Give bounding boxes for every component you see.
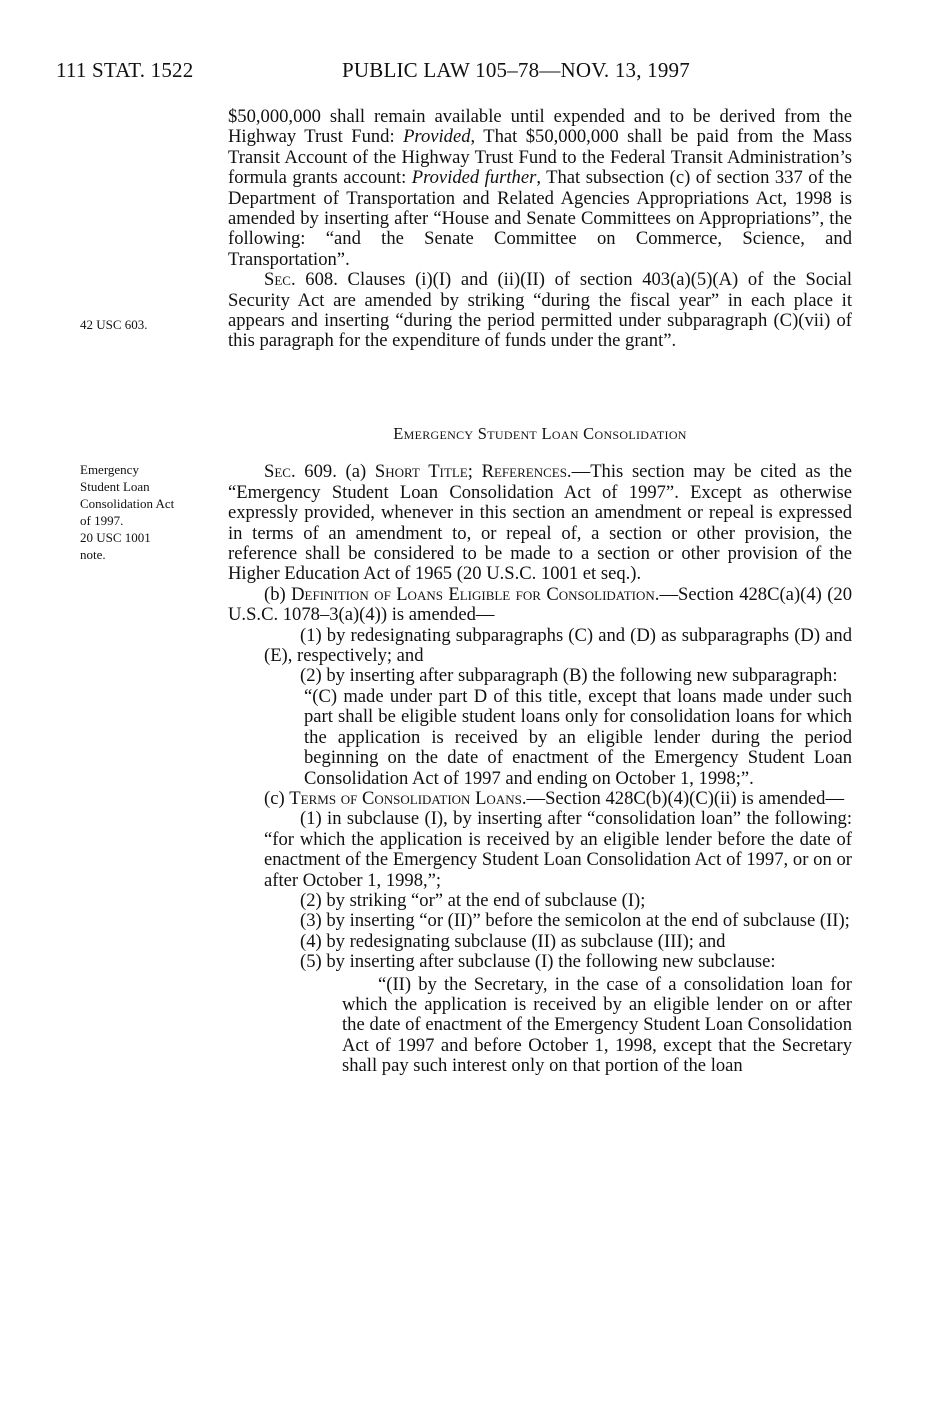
margin-note-line: of 1997.	[80, 513, 124, 528]
paragraph-c1: (1) in subclause (I), by inserting after “consolidation loan” the following: “for which the application is received by an eligible lender before the date of enactment of the Emergency Student Loan Consolidation Act of 1997, or on or after October 1, 1998,”;	[264, 808, 852, 891]
paragraph-b1: (1) by redesignating subparagraphs (C) and (D) as subparagraphs (D) and (E), respectively; and	[264, 624, 852, 667]
quoted-subclause-ii: “(II) by the Secretary, in the case of a consolidation loan for which the application is received by an eligible lender on or after the date of enactment of the Emergency Student Loan Consolidation Act of 1997 and before October 1, 1998, except that the Secretary shall pay such interest only on that portion of the loan	[342, 973, 852, 1077]
margin-note-line: Consolidation Act	[80, 496, 175, 511]
quoted-subparagraph-c: “(C) made under part D of this title, except that loans made under such part shall be eligible student loans only for consolidation loans for which the application is received by an eligible lender during the period beginning on the date of enactment of the Emergency Student Loan Consolidation Act of 1997 and ending on October 1, 1998;”.	[304, 685, 852, 789]
paragraph-c2: (2) by striking “or” at the end of subclause (I);	[300, 889, 646, 911]
margin-note-line: 20 USC 1001	[80, 530, 151, 545]
subsection-caption: Short Title; References.	[374, 461, 572, 483]
public-law-title: PUBLIC LAW 105–78—NOV. 13, 1997	[342, 58, 690, 82]
section-609-b: (b) Definition of Loans Eligible for Consolidation.—Section 428C(a)(4) (20 U.S.C. 1078–3(a)(4)) is amended—	[228, 583, 852, 626]
section-609-a: Sec. 609. (a) Short Title; References.—This section may be cited as the “Emergency Student Loan Consolidation Act of 1997”. Except as otherwise expressly provided, whenever in this section an amendment or repeal is expressed in terms of an amendment to, or repeal of, a section or other provision, the reference shall be considered to be made to a section or other provision of the Higher Education Act of 1965 (20 U.S.C. 1001 et seq.).	[228, 461, 853, 585]
body-upper	[228, 107, 852, 352]
stat-citation: 111 STAT. 1522	[56, 58, 194, 82]
body-lower	[228, 424, 852, 1077]
margin-note-line: note.	[80, 547, 106, 562]
section-609-c: (c) Terms of Consolidation Loans.—Section 428C(b)(4)(C)(ii) is amended—	[264, 787, 845, 809]
subsection-caption: Definition of Loans Eligible for Consolidation.	[291, 583, 660, 605]
section-label: Sec. 608.	[264, 269, 338, 291]
paragraph-c3: (3) by inserting “or (II)” before the semicolon at the end of subclause (II);	[300, 910, 850, 932]
paragraph-c5: (5) by inserting after subclause (I) the following new subclause:	[300, 951, 776, 973]
margin-note-line: Emergency	[80, 462, 139, 477]
section-608: Sec. 608. Clauses (i)(I) and (ii)(II) of section 403(a)(5)(A) of the Social Security Act are amended by striking “during the fiscal year” in each place it appears and inserting “during the period permitted under subparagraph (C)(vii) of this paragraph for the expenditure of funds under the grant”.	[228, 269, 852, 352]
margin-note-42-usc-603: 42 USC 603.	[80, 317, 148, 332]
section-heading: Emergency Student Loan Consolidation	[393, 424, 687, 443]
paragraph-b2: (2) by inserting after subparagraph (B) the following new subparagraph:	[300, 665, 838, 687]
subsection-caption: Terms of Consolidation Loans.	[289, 787, 527, 809]
margin-note-line: Student Loan	[80, 479, 150, 494]
section-label: Sec. 609.	[264, 461, 337, 483]
paragraph-c4: (4) by redesignating subclause (II) as subclause (III); and	[300, 930, 726, 952]
margin-note-emergency-act	[80, 461, 220, 563]
paragraph-highway-trust: $50,000,000 shall remain available until expended and to be derived from the Highway Trust Fund: Provided, That $50,000,000 shall be paid from the Mass Transit Account of the Highway Trust Fund to the Federal Transit Administration’s formula grants account: Provided further, That subsection (c) of section 337 of the Department of Transportation and Related Agencies Appropriations Act, 1998 is amended by inserting after “House and Senate Committees on Appropriations”, the following: “and the Senate Committee on Commerce, Science, and Transportation”.	[228, 106, 852, 270]
